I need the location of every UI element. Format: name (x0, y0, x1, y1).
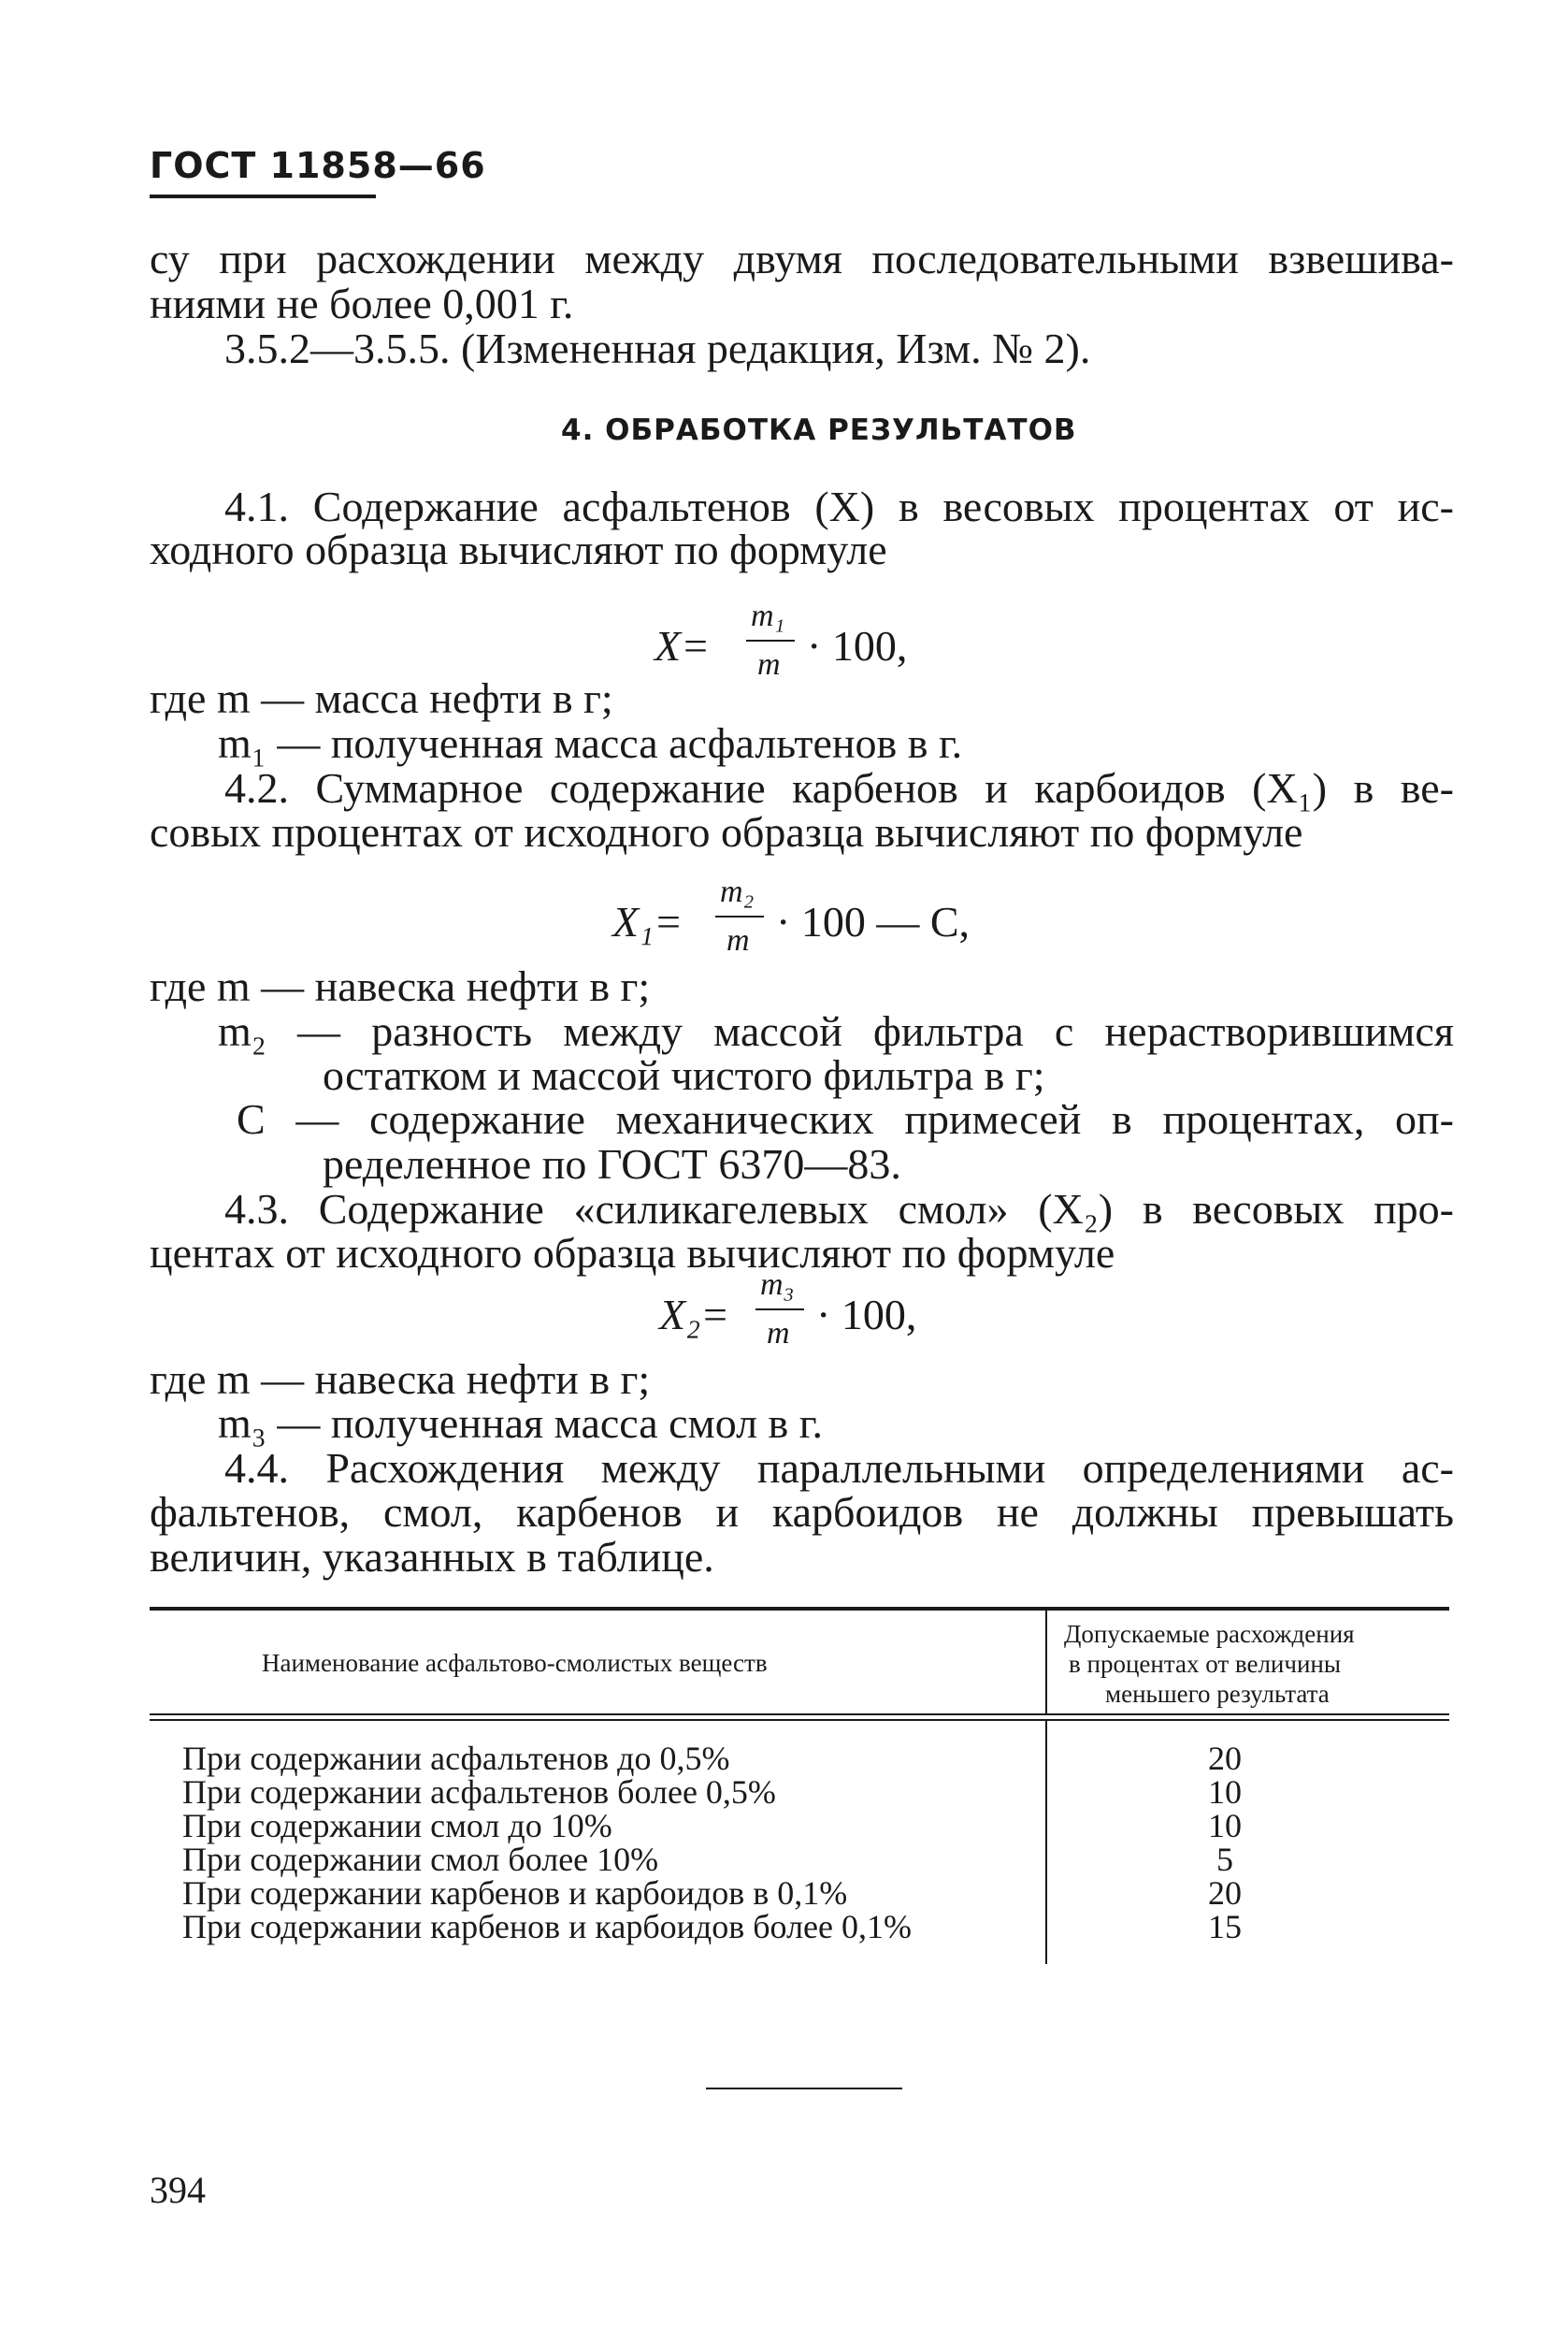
p44-line-1: 4.4. Расхождения между параллельными определениями ас- (224, 1444, 1454, 1492)
formula-numerator: m₁ (751, 599, 785, 633)
formula-numerator: m₂ (720, 874, 755, 909)
formula-denominator: m (767, 1316, 790, 1351)
table-row-name: При содержании смол более 10% (182, 1841, 659, 1878)
table-row-name: При содержании смол до 10% (182, 1807, 612, 1844)
table-row-name: При содержании карбенов и карбоидов более 0,1% (182, 1908, 912, 1945)
page-number: 394 (150, 2169, 206, 2211)
table-row-name: При содержании асфальтенов более 0,5% (182, 1773, 776, 1811)
formula-rhs: · 100, (816, 1291, 917, 1338)
fraction-bar (755, 1308, 804, 1310)
formula-4-2 (612, 874, 1005, 987)
table-header-rule-2 (150, 1719, 1449, 1721)
table-row-name: При содержании асфальтенов до 0,5% (182, 1740, 730, 1777)
table-row-value: 20 (1208, 1874, 1242, 1912)
intro-line-2: ниями не более 0,001 г. (150, 280, 574, 327)
p42-where-5: ределенное по ГОСТ 6370—83. (323, 1140, 901, 1188)
table-header-divider (1045, 1611, 1047, 1713)
table-col2-header-line1: Допускаемые расхождения (1064, 1620, 1355, 1648)
p42-line-1: 4.2. Суммарное содержание карбенов и карбоидов (X₁) в ве- (224, 764, 1454, 812)
formula-4-1 (655, 599, 954, 711)
formula-numerator: m₃ (760, 1267, 795, 1302)
intro-line-1: су при расхождении между двумя последовательными взвешива- (150, 235, 1454, 282)
table-row-value: 5 (1216, 1841, 1233, 1878)
table-top-rule (150, 1607, 1449, 1611)
table-col2-header-line2: в процентах от величины (1069, 1650, 1342, 1678)
p42-line-2: совых процентах от исходного образца вычисляют по формуле (150, 808, 1303, 856)
p42-where-2: m₂ — разность между массой фильтра с нерастворившимся (218, 1007, 1454, 1055)
table-row-value: 15 (1208, 1908, 1242, 1945)
p42-where-1: где m — навеска нефти в г; (150, 962, 651, 1010)
formula-4-3 (659, 1267, 958, 1380)
p41-where-1: где m — масса нефти в г; (150, 674, 613, 722)
section-title: 4. ОБРАБОТКА РЕЗУЛЬТАТОВ (561, 413, 1077, 447)
formula-lhs: X= (655, 622, 711, 670)
table-body-divider (1045, 1721, 1047, 1964)
p44-line-2: фальтенов, смол, карбенов и карбоидов не должны превышать (150, 1488, 1454, 1536)
fraction-bar (746, 640, 795, 642)
p41-where-2: m₁ — полученная масса асфальтенов в г. (218, 719, 963, 767)
formula-lhs: X₂= (659, 1291, 730, 1338)
p41-line-1: 4.1. Содержание асфальтенов (X) в весовых процентах от ис- (224, 483, 1454, 530)
formula-lhs: X₁= (612, 898, 683, 946)
document-header: ГОСТ 11858—66 (150, 145, 486, 186)
p43-where-2: m₃ — полученная масса смол в г. (218, 1399, 823, 1447)
p43-line-1: 4.3. Содержание «силикагелевых смол» (X₂) в весовых про- (224, 1185, 1454, 1233)
p41-line-2: ходного образца вычисляют по формуле (150, 526, 887, 573)
footer-divider (706, 2088, 902, 2089)
formula-rhs: · 100, (807, 622, 908, 670)
p44-line-3: величин, указанных в таблице. (150, 1533, 714, 1581)
table-header-rule-1 (150, 1713, 1449, 1715)
intro-line-3: 3.5.2—3.5.5. (Измененная редакция, Изм. № 2). (224, 325, 1091, 372)
table-col2-header-line3: меньшего результата (1105, 1680, 1330, 1708)
header-underline (150, 195, 376, 198)
table-row-value: 10 (1208, 1773, 1242, 1811)
table-row-value: 10 (1208, 1807, 1242, 1844)
formula-rhs: · 100 — C, (776, 898, 970, 946)
formula-denominator: m (726, 923, 750, 958)
p42-where-3: остатком и массой чистого фильтра в г; (323, 1051, 1045, 1099)
table-row-value: 20 (1208, 1740, 1242, 1777)
p43-line-2: центах от исходного образца вычисляют по формуле (150, 1229, 1115, 1277)
p43-where-1: где m — навеска нефти в г; (150, 1355, 651, 1403)
table-col1-header: Наименование асфальтово-смолистых веществ (262, 1649, 768, 1677)
formula-denominator: m (757, 647, 781, 682)
table-row-name: При содержании карбенов и карбоидов в 0,1% (182, 1874, 848, 1912)
fraction-bar (715, 916, 764, 918)
p42-where-4: C — содержание механических примесей в процентах, оп- (237, 1095, 1454, 1143)
